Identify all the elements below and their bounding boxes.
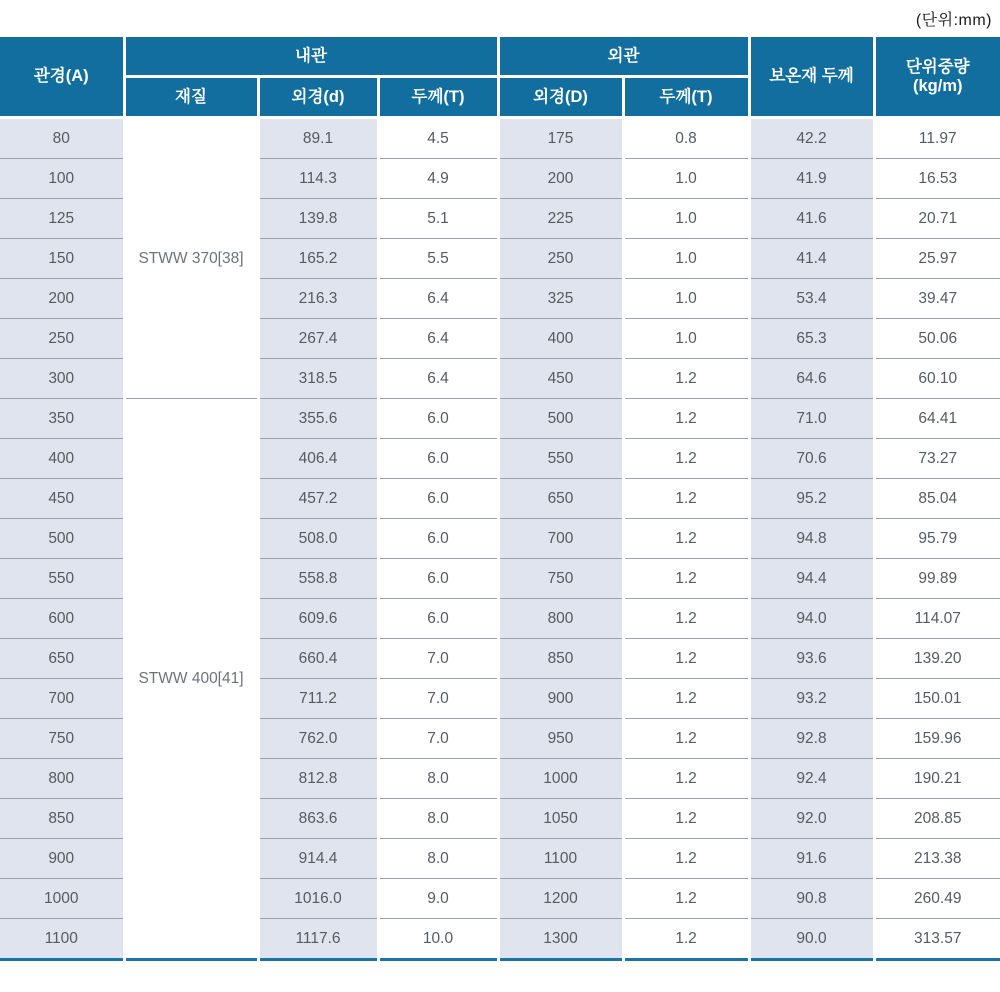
table-row [0,118,1000,159]
cell-unit-weight: 139.20 [874,639,1000,679]
table-row [0,399,1000,439]
cell-unit-weight: 39.47 [874,279,1000,319]
cell-outer-od: 1200 [498,879,623,919]
pipe-spec-table [0,37,1000,961]
cell-pipe-diameter: 200 [0,279,124,319]
cell-inner-thickness: 10.0 [378,919,498,960]
cell-pipe-diameter: 1100 [0,919,124,960]
cell-inner-od: 216.3 [258,279,378,319]
cell-outer-od: 750 [498,559,623,599]
cell-unit-weight: 260.49 [874,879,1000,919]
cell-outer-od: 950 [498,719,623,759]
cell-pipe-diameter: 80 [0,118,124,159]
cell-unit-weight: 60.10 [874,359,1000,399]
cell-pipe-diameter: 700 [0,679,124,719]
cell-inner-thickness: 7.0 [378,719,498,759]
cell-pipe-diameter: 600 [0,599,124,639]
cell-insulation-thickness: 70.6 [749,439,874,479]
cell-inner-thickness: 6.0 [378,439,498,479]
cell-unit-weight: 25.97 [874,239,1000,279]
cell-inner-thickness: 9.0 [378,879,498,919]
cell-unit-weight: 208.85 [874,799,1000,839]
cell-inner-od: 609.6 [258,599,378,639]
cell-insulation-thickness: 53.4 [749,279,874,319]
cell-outer-od: 250 [498,239,623,279]
cell-insulation-thickness: 71.0 [749,399,874,439]
cell-pipe-diameter: 400 [0,439,124,479]
header-row-groups [0,37,1000,77]
cell-pipe-diameter: 850 [0,799,124,839]
cell-outer-od: 1000 [498,759,623,799]
cell-inner-thickness: 8.0 [378,759,498,799]
header-unit-weight-line2: (kg/m) [913,76,963,95]
cell-inner-od: 1016.0 [258,879,378,919]
cell-insulation-thickness: 94.8 [749,519,874,559]
cell-inner-od: 457.2 [258,479,378,519]
cell-inner-thickness: 4.5 [378,118,498,159]
cell-outer-od: 175 [498,118,623,159]
cell-inner-thickness: 7.0 [378,679,498,719]
header-inner-od: 외경(d) [258,77,378,118]
cell-pipe-diameter: 750 [0,719,124,759]
header-inner-thickness: 두께(T) [378,77,498,118]
cell-pipe-diameter: 1000 [0,879,124,919]
table-header [0,37,1000,118]
cell-outer-od: 450 [498,359,623,399]
cell-inner-thickness: 5.1 [378,199,498,239]
cell-outer-thickness: 1.2 [623,479,749,519]
cell-insulation-thickness: 93.2 [749,679,874,719]
cell-inner-od: 1117.6 [258,919,378,960]
cell-insulation-thickness: 65.3 [749,319,874,359]
cell-outer-thickness: 1.2 [623,599,749,639]
cell-insulation-thickness: 42.2 [749,118,874,159]
cell-pipe-diameter: 100 [0,159,124,199]
cell-unit-weight: 95.79 [874,519,1000,559]
cell-outer-od: 850 [498,639,623,679]
cell-insulation-thickness: 95.2 [749,479,874,519]
cell-outer-thickness: 1.2 [623,559,749,599]
cell-unit-weight: 150.01 [874,679,1000,719]
cell-inner-thickness: 8.0 [378,799,498,839]
header-outer-od: 외경(D) [498,77,623,118]
cell-pipe-diameter: 500 [0,519,124,559]
cell-unit-weight: 313.57 [874,919,1000,960]
cell-inner-od: 318.5 [258,359,378,399]
cell-outer-thickness: 1.2 [623,839,749,879]
cell-inner-od: 508.0 [258,519,378,559]
cell-inner-od: 89.1 [258,118,378,159]
cell-insulation-thickness: 90.8 [749,879,874,919]
cell-outer-thickness: 1.2 [623,639,749,679]
cell-unit-weight: 99.89 [874,559,1000,599]
cell-outer-thickness: 1.2 [623,439,749,479]
cell-pipe-diameter: 125 [0,199,124,239]
cell-unit-weight: 73.27 [874,439,1000,479]
cell-insulation-thickness: 64.6 [749,359,874,399]
cell-inner-od: 114.3 [258,159,378,199]
cell-outer-thickness: 1.0 [623,159,749,199]
cell-inner-od: 355.6 [258,399,378,439]
cell-outer-od: 650 [498,479,623,519]
cell-insulation-thickness: 92.0 [749,799,874,839]
cell-outer-od: 1100 [498,839,623,879]
cell-insulation-thickness: 41.6 [749,199,874,239]
cell-pipe-diameter: 650 [0,639,124,679]
cell-outer-od: 200 [498,159,623,199]
cell-inner-thickness: 6.0 [378,519,498,559]
cell-insulation-thickness: 90.0 [749,919,874,960]
cell-outer-thickness: 1.2 [623,679,749,719]
cell-unit-weight: 64.41 [874,399,1000,439]
cell-outer-thickness: 1.2 [623,519,749,559]
cell-inner-od: 863.6 [258,799,378,839]
cell-unit-weight: 114.07 [874,599,1000,639]
cell-pipe-diameter: 300 [0,359,124,399]
header-pipe-diameter: 관경(A) [0,37,124,118]
cell-insulation-thickness: 41.4 [749,239,874,279]
cell-inner-thickness: 6.0 [378,599,498,639]
header-outer-pipe-group: 외관 [498,37,749,77]
cell-inner-thickness: 6.0 [378,399,498,439]
cell-unit-weight: 11.97 [874,118,1000,159]
cell-pipe-diameter: 550 [0,559,124,599]
cell-outer-od: 500 [498,399,623,439]
cell-pipe-diameter: 250 [0,319,124,359]
cell-inner-thickness: 4.9 [378,159,498,199]
cell-unit-weight: 213.38 [874,839,1000,879]
cell-unit-weight: 85.04 [874,479,1000,519]
cell-unit-weight: 16.53 [874,159,1000,199]
cell-outer-thickness: 0.8 [623,118,749,159]
cell-outer-od: 700 [498,519,623,559]
cell-outer-thickness: 1.2 [623,879,749,919]
header-insulation-thickness: 보온재 두께 [749,37,874,118]
header-inner-pipe-group: 내관 [124,37,498,77]
cell-pipe-diameter: 450 [0,479,124,519]
cell-outer-thickness: 1.2 [623,919,749,960]
cell-unit-weight: 20.71 [874,199,1000,239]
cell-outer-thickness: 1.2 [623,399,749,439]
cell-inner-thickness: 6.0 [378,559,498,599]
header-material: 재질 [124,77,258,118]
cell-pipe-diameter: 900 [0,839,124,879]
cell-outer-od: 400 [498,319,623,359]
cell-outer-thickness: 1.0 [623,279,749,319]
cell-inner-thickness: 6.4 [378,319,498,359]
cell-outer-thickness: 1.0 [623,199,749,239]
cell-outer-thickness: 1.2 [623,799,749,839]
cell-insulation-thickness: 92.4 [749,759,874,799]
cell-outer-thickness: 1.0 [623,319,749,359]
cell-insulation-thickness: 93.6 [749,639,874,679]
cell-outer-od: 800 [498,599,623,639]
header-unit-weight [874,37,1000,118]
cell-inner-thickness: 8.0 [378,839,498,879]
cell-inner-thickness: 6.0 [378,479,498,519]
cell-unit-weight: 190.21 [874,759,1000,799]
cell-insulation-thickness: 94.4 [749,559,874,599]
cell-inner-od: 267.4 [258,319,378,359]
cell-unit-weight: 50.06 [874,319,1000,359]
cell-inner-thickness: 6.4 [378,279,498,319]
cell-outer-od: 225 [498,199,623,239]
unit-label: (단위:mm) [915,12,992,29]
cell-inner-od: 558.8 [258,559,378,599]
cell-outer-od: 325 [498,279,623,319]
cell-outer-od: 1050 [498,799,623,839]
cell-pipe-diameter: 350 [0,399,124,439]
cell-outer-thickness: 1.2 [623,719,749,759]
cell-inner-od: 812.8 [258,759,378,799]
cell-unit-weight: 159.96 [874,719,1000,759]
cell-material-group-2: STWW 400[41] [124,399,258,960]
header-outer-thickness: 두께(T) [623,77,749,118]
cell-outer-od: 1300 [498,919,623,960]
cell-insulation-thickness: 94.0 [749,599,874,639]
cell-inner-od: 660.4 [258,639,378,679]
cell-outer-od: 900 [498,679,623,719]
cell-inner-thickness: 7.0 [378,639,498,679]
cell-inner-od: 711.2 [258,679,378,719]
cell-inner-thickness: 6.4 [378,359,498,399]
cell-insulation-thickness: 91.6 [749,839,874,879]
cell-inner-od: 914.4 [258,839,378,879]
cell-inner-od: 406.4 [258,439,378,479]
cell-insulation-thickness: 41.9 [749,159,874,199]
cell-inner-od: 762.0 [258,719,378,759]
cell-pipe-diameter: 150 [0,239,124,279]
cell-pipe-diameter: 800 [0,759,124,799]
cell-inner-thickness: 5.5 [378,239,498,279]
cell-outer-thickness: 1.2 [623,359,749,399]
cell-inner-od: 165.2 [258,239,378,279]
cell-insulation-thickness: 92.8 [749,719,874,759]
cell-outer-thickness: 1.0 [623,239,749,279]
header-unit-weight-line1: 단위중량 [905,57,970,76]
cell-material-group-1: STWW 370[38] [124,118,258,399]
cell-outer-thickness: 1.2 [623,759,749,799]
table-body [0,118,1000,960]
cell-outer-od: 550 [498,439,623,479]
cell-inner-od: 139.8 [258,199,378,239]
